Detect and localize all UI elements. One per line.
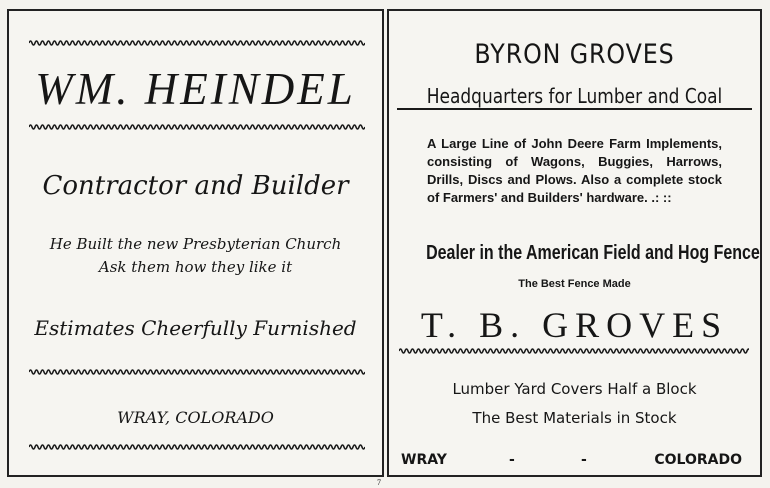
footer-state: COLORADO	[654, 452, 742, 468]
location-line: WRAY, COLORADO	[117, 408, 274, 427]
wavy-rule-top	[29, 39, 365, 47]
wavy-rule	[399, 347, 749, 355]
groves-advertisement	[387, 9, 762, 477]
wavy-rule-bottom	[29, 443, 365, 451]
footer-dash: -	[581, 452, 587, 468]
dealer-line: Dealer in the American Field and Hog Fence	[426, 242, 760, 264]
estimates-line: Estimates Cheerfully Furnished	[34, 316, 357, 340]
footer-town: WRAY	[401, 452, 447, 468]
ask-line: Ask them how they like it	[98, 258, 293, 276]
headline-rule	[397, 108, 752, 110]
wavy-rule-lower	[29, 368, 365, 376]
page-number: 7	[377, 478, 381, 487]
footer-dash: -	[509, 452, 515, 468]
description-paragraph: A Large Line of John Deere Farm Implements, consisting of Wagons, Buggies, Harrows, Drills, Discs and Plows. Also a complete stock of Farmers' and Builders' hardware. .: ::	[427, 136, 722, 205]
heindel-advertisement	[7, 9, 384, 477]
trade-title: Contractor and Builder	[42, 171, 349, 201]
headline: Headquarters for Lumber and Coal	[426, 84, 723, 108]
advertiser-name: BYRON GROVES	[474, 39, 675, 70]
advertiser-name: WM. HEINDEL	[35, 64, 356, 114]
lumber-yard-line: Lumber Yard Covers Half a Block	[452, 380, 697, 398]
wavy-rule-upper	[29, 123, 365, 131]
materials-line: The Best Materials in Stock	[472, 409, 677, 427]
manager-name: T. B. GROVES	[420, 305, 729, 345]
church-line: He Built the new Presbyterian Church	[49, 235, 342, 253]
best-fence-line: The Best Fence Made	[518, 278, 631, 290]
